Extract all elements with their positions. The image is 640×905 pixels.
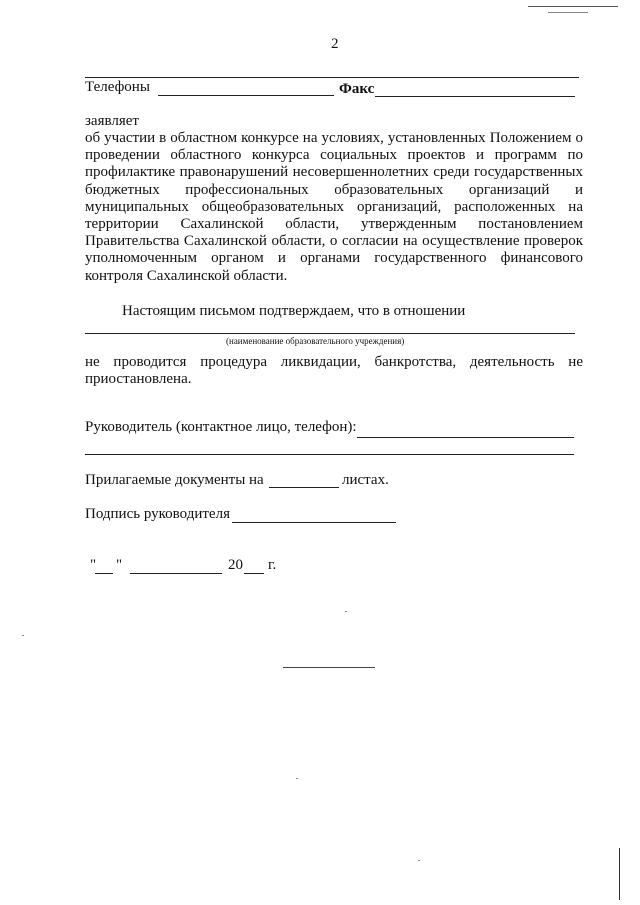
scan-speck: [296, 778, 298, 779]
fax-field-line: [375, 96, 575, 97]
date-year-suffix: г.: [268, 557, 277, 573]
top-divider-line: [85, 77, 579, 78]
scan-speck: [22, 635, 24, 636]
signature-label: Подпись руководителя: [85, 506, 230, 522]
declares-text: заявляет: [85, 113, 139, 129]
confirm-line: Настоящим письмом подтверждаем, что в отношении: [122, 303, 466, 319]
scan-edge-line: [619, 848, 620, 900]
scan-mark-top-2: [548, 12, 588, 13]
page-number: 2: [331, 36, 339, 52]
attached-pages-line: [269, 487, 339, 488]
head-label: Руководитель (контактное лицо, телефон):: [85, 419, 357, 435]
date-open-quote: ": [90, 557, 97, 573]
head-field-line: [357, 437, 574, 438]
date-close-quote: ": [116, 557, 123, 573]
phones-field-line: [158, 95, 334, 96]
phones-label: Телефоны: [85, 79, 150, 95]
institution-caption: (наименование образовательного учреждения): [226, 336, 405, 346]
institution-field-line: [85, 333, 575, 334]
scan-mark-top-1: [528, 6, 618, 7]
scan-speck: [345, 611, 347, 612]
liquidation-paragraph: не проводится процедура ликвидации, банкротства, деятельность не приостановлена.: [85, 354, 583, 388]
attached-suffix: листах.: [342, 472, 389, 488]
head-second-line: [85, 454, 574, 455]
fax-label: Факс: [339, 81, 375, 97]
date-year-line: [244, 573, 264, 574]
date-day-line: [95, 573, 113, 574]
participation-paragraph: об участии в областном конкурсе на условиях, установленных Положением о проведении областного конкурса социальных проектов и программ по профилактике правонарушений несовершеннолетних среди государственных бюджетных профессиональных образовательных организаций и муниципальных общеобразовательных организаций, расположенных на территории Сахалинской области, утвержденным постановлением Правительства Сахалинской области, о согласии на осуществление проверок уполномоченным органом и органами государственного финансового контроля Сахалинской области.: [85, 130, 583, 284]
date-month-line: [130, 573, 222, 574]
date-year-prefix: 20: [228, 557, 243, 573]
closing-divider-line: [283, 667, 375, 668]
attached-prefix: Прилагаемые документы на: [85, 472, 264, 488]
scan-speck: [418, 860, 420, 861]
signature-line: [232, 522, 396, 523]
